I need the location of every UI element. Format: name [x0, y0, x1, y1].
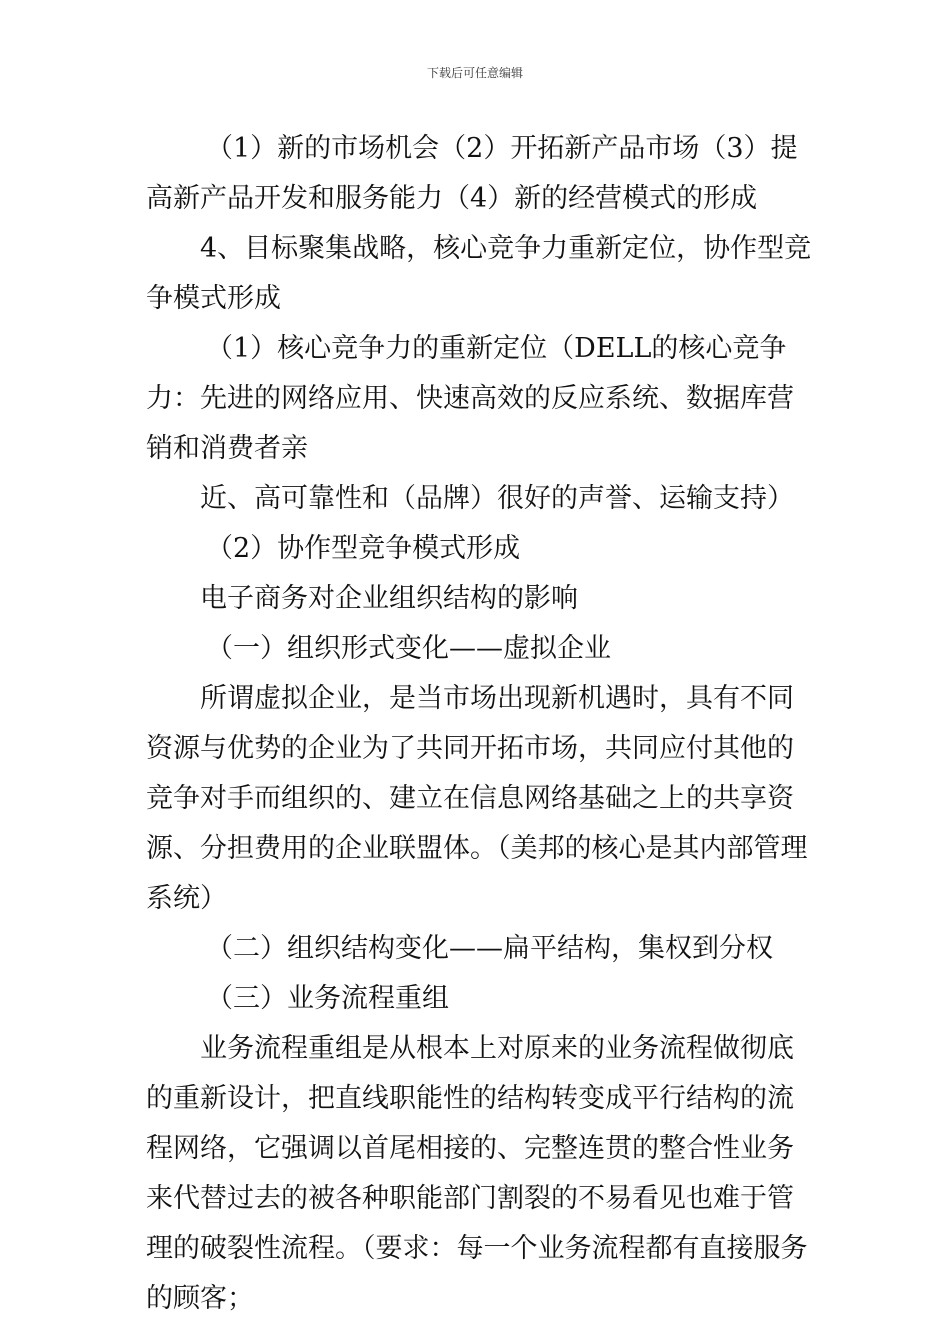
- paragraph-core-competence: （1）核心竞争力的重新定位（DELL的核心竞争力：先进的网络应用、快速高效的反应系统、数据库营销和消费者亲: [146, 333, 794, 464]
- paragraph-collaborative-mode: （2）协作型竞争模式形成: [206, 533, 521, 564]
- document-body: [146, 124, 818, 1324]
- subheading-flat-structure: （二）组织结构变化——扁平结构，集权到分权: [206, 933, 773, 964]
- paragraph-target-strategy: 4、目标聚集战略，核心竞争力重新定位，协作型竞争模式形成: [146, 233, 812, 314]
- paragraph-new-opportunities: （1）新的市场机会（2）开拓新产品市场（3）提高新产品开发和服务能力（4）新的经营模式的形成: [146, 133, 798, 214]
- paragraph-virtual-enterprise: 所谓虚拟企业，是当市场出现新机遇时，具有不同资源与优势的企业为了共同开拓市场，共同应付其他的竞争对手而组织的、建立在信息网络基础之上的共享资源、分担费用的企业联盟体。（美邦的核心是其内部管理系统）: [146, 683, 808, 914]
- page-header: 下载后可任意编辑: [426, 66, 523, 80]
- paragraph-core-competence-cont: 近、高可靠性和（品牌）很好的声誉、运输支持）: [200, 483, 794, 514]
- subheading-virtual-enterprise: （一）组织形式变化——虚拟企业: [206, 633, 611, 664]
- section-heading-org-structure: 电子商务对企业组织结构的影响: [200, 583, 578, 614]
- paragraph-process-reengineering: 业务流程重组是从根本上对原来的业务流程做彻底的重新设计，把直线职能性的结构转变成平行结构的流程网络，它强调以首尾相接的、完整连贯的整合性业务来代替过去的被各种职能部门割裂的不易看见也难于管理的破裂性流程。（要求：每一个业务流程都有直接服务的顾客；: [146, 1033, 808, 1314]
- subheading-process-reengineering: （三）业务流程重组: [206, 983, 449, 1014]
